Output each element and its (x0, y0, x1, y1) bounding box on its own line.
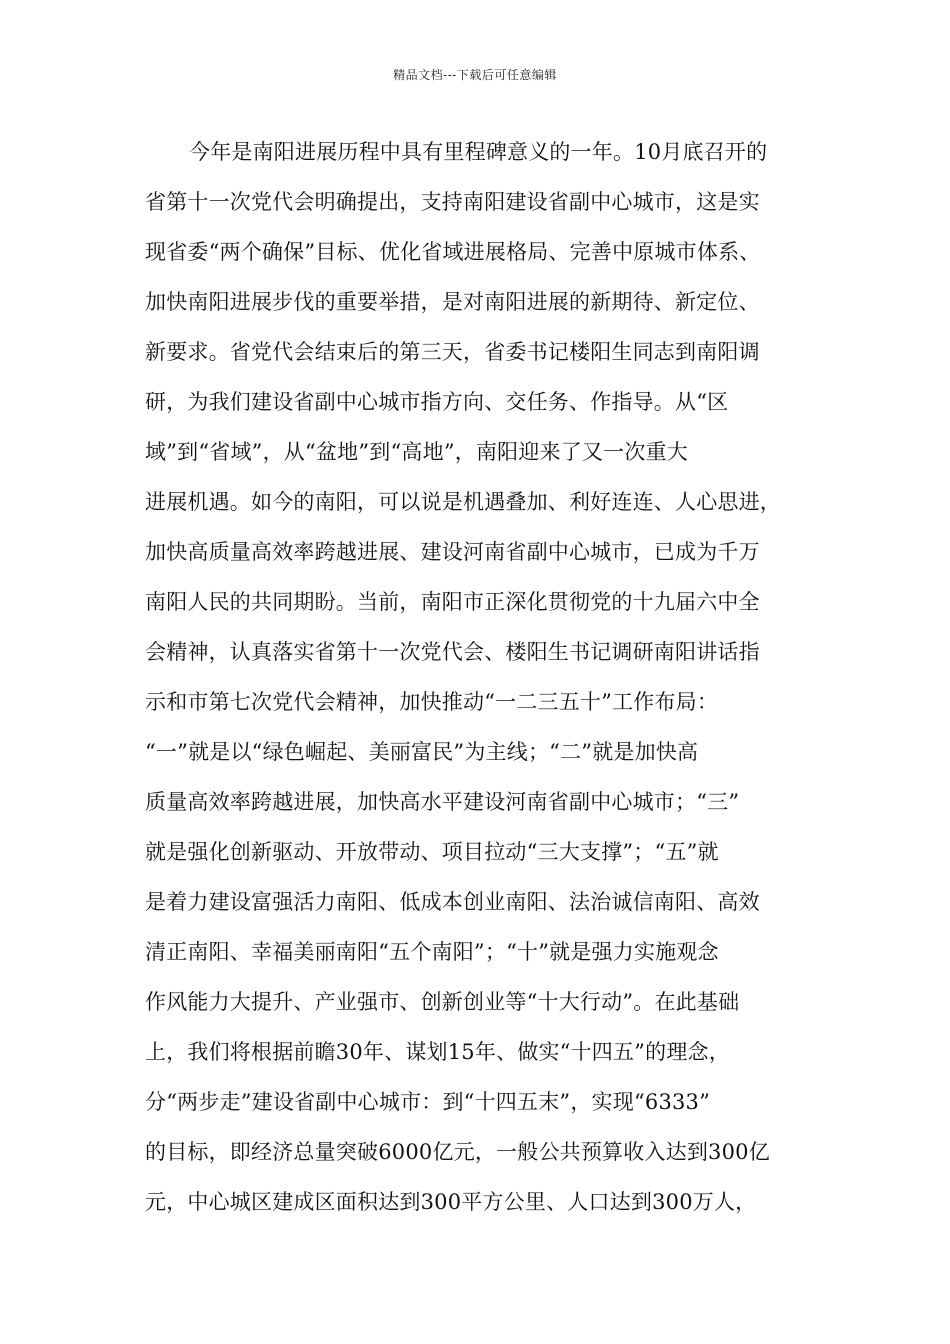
paragraph-line: 清正南阳、幸福美丽南阳“五个南阳”；“十”就是强力实施观念 (145, 940, 719, 964)
paragraph-line: 作风能力大提升、产业强市、创新创业等“十大行动”。在此基础 (145, 990, 740, 1014)
paragraph-line: 加快南阳进展步伐的重要举措，是对南阳进展的新期待、新定位、 (145, 290, 760, 314)
paragraph-line: 的目标，即经济总量突破6000亿元，一般公共预算收入达到300亿 (145, 1140, 770, 1164)
paragraph-line: 南阳人民的共同期盼。当前，南阳市正深化贯彻党的十九届六中全 (145, 590, 760, 614)
paragraph-line: “一”就是以“绿色崛起、美丽富民”为主线；“二”就是加快高 (145, 740, 699, 764)
paragraph-line: 进展机遇。如今的南阳，可以说是机遇叠加、利好连连、人心思进， (145, 490, 781, 514)
paragraph-line: 现省委“两个确保”目标、优化省域进展格局、完善中原城市体系、 (145, 240, 761, 264)
paragraph-line: 就是强化创新驱动、开放带动、项目拉动“三大支撑”；“五”就 (145, 840, 719, 864)
page-header-note: 精品文档---下载后可任意编辑 (393, 68, 557, 82)
body-paragraph (145, 134, 817, 1234)
paragraph-line: 分“两步走”建设省副中心城市：到“十四五末”，实现“6333” (145, 1090, 711, 1114)
paragraph-line: 示和市第七次党代会精神，加快推动“一二三五十”工作布局： (145, 690, 719, 714)
paragraph-line: 质量高效率跨越进展，加快高水平建设河南省副中心城市；“三” (145, 790, 740, 814)
paragraph-line: 加快高质量高效率跨越进展、建设河南省副中心城市，已成为千万 (145, 540, 760, 564)
paragraph-line: 会精神，认真落实省第十一次党代会、楼阳生书记调研南阳讲话指 (145, 640, 760, 664)
paragraph-line: 是着力建设富强活力南阳、低成本创业南阳、法治诚信南阳、高效 (145, 890, 760, 914)
paragraph-line: 新要求。省党代会结束后的第三天，省委书记楼阳生同志到南阳调 (145, 340, 760, 364)
paragraph-line: 研，为我们建设省副中心城市指方向、交任务、作指导。从“区 (145, 390, 729, 414)
paragraph-line: 上，我们将根据前瞻30年、谋划15年、做实“十四五”的理念， (145, 1040, 730, 1064)
paragraph-line: 元，中心城区建成区面积达到300平方公里、人口达到300万人， (145, 1190, 757, 1214)
paragraph-line: 省第十一次党代会明确提出，支持南阳建设省副中心城市，这是实 (145, 190, 760, 214)
paragraph-line: 今年是南阳进展历程中具有里程碑意义的一年。10月底召开的 (189, 140, 768, 164)
paragraph-line: 域”到“省域”，从“盆地”到“高地”，南阳迎来了又一次重大 (145, 440, 688, 464)
